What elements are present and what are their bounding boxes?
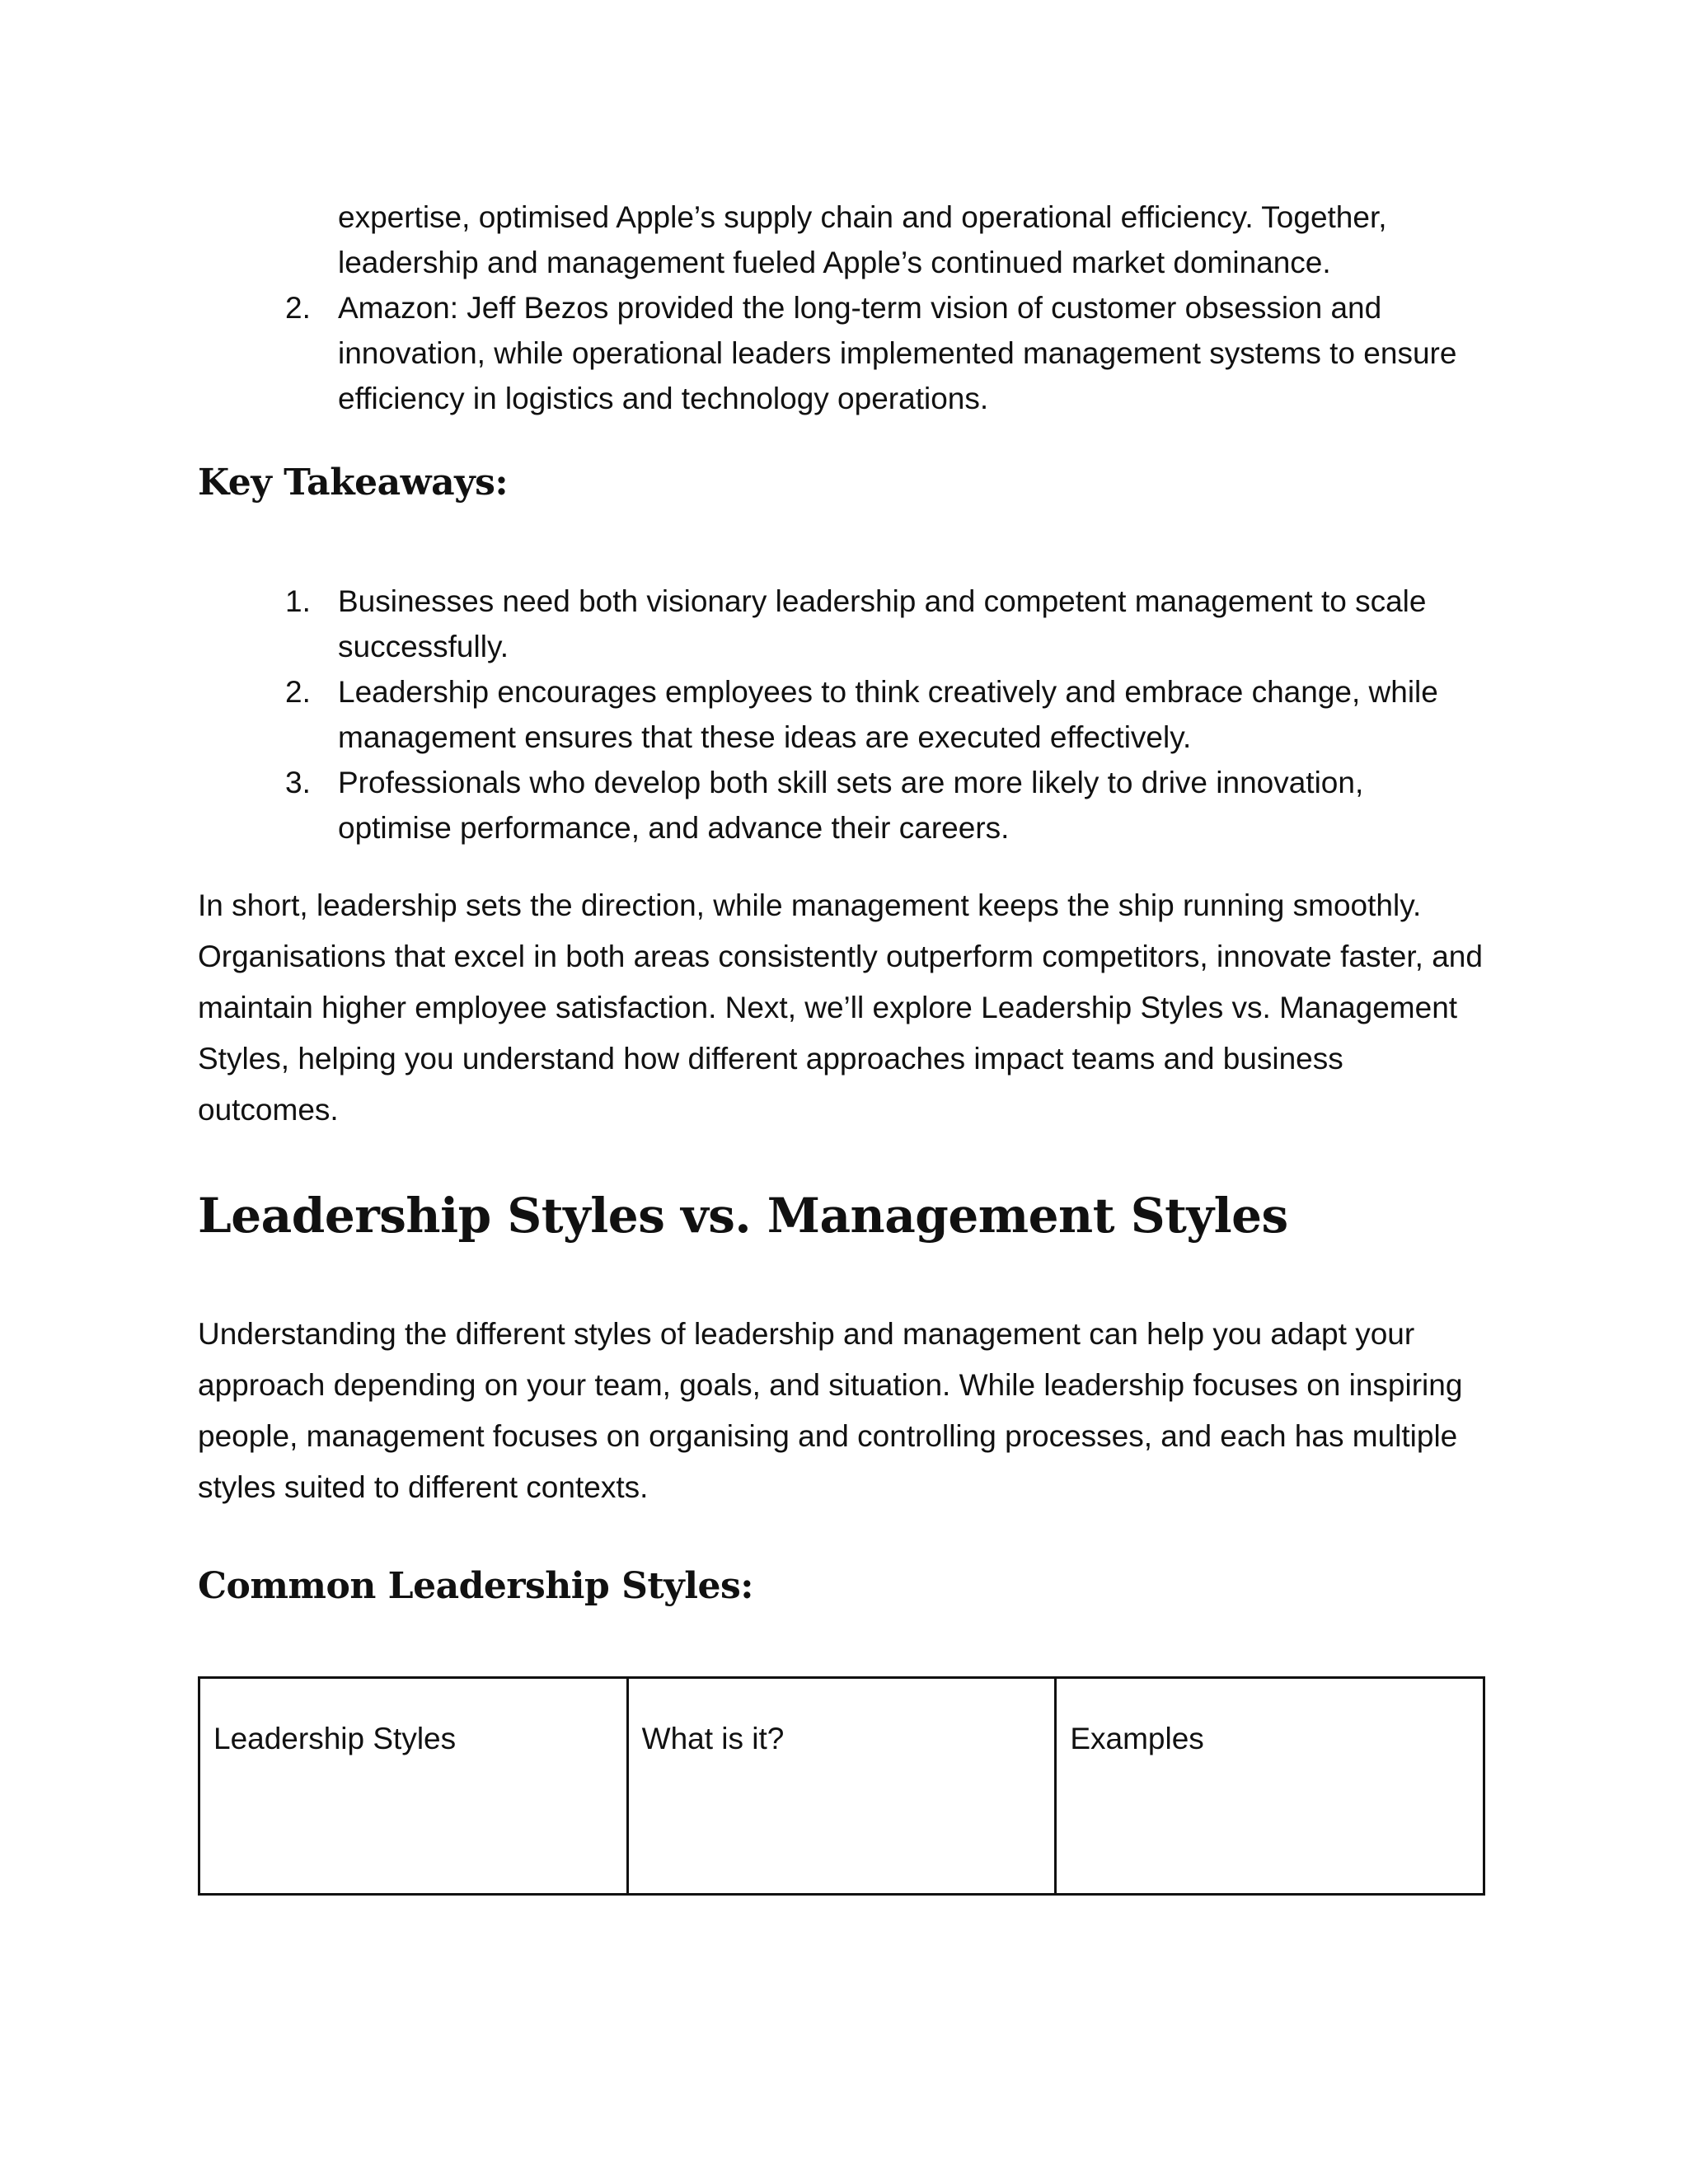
list-item-text: expertise, optimised Apple’s supply chain and operational efficiency. Together, leadership and management fueled Apple’s continued market dominance. — [338, 200, 1387, 279]
key-takeaways-list — [198, 579, 1484, 851]
summary-section — [198, 880, 1484, 1136]
summary-paragraph: In short, leadership sets the direction, while management keeps the ship running smoothly. Organisations that excel in both areas consistently outperform competitors, innovate faster, and maintain higher employee satisfaction. Next, we’ll explore Leadership Styles vs. Management Styles, helping you understand how different approaches impact teams and business outcomes. — [198, 888, 1483, 1127]
leadership-styles-table — [198, 1676, 1485, 1896]
list-item-number: 3. — [285, 766, 311, 799]
list-item-number: 2. — [285, 291, 311, 325]
list-item-number: 2. — [285, 675, 311, 709]
list-item-text: Leadership encourages employees to think creatively and embrace change, while management ensures that these ideas are executed effectively. — [338, 675, 1438, 754]
table-header-cell: Examples — [1056, 1678, 1484, 1895]
list-item-text: Professionals who develop both skill sets are more likely to drive innovation, optimise performance, and advance their careers. — [338, 766, 1364, 845]
list-item-number: 1. — [285, 584, 311, 618]
key-takeaways-heading: Key Takeaways: — [198, 462, 509, 504]
section-paragraph: Understanding the different styles of leadership and management can help you adapt your approach depending on your team, goals, and situation. While leadership focuses on inspiring people, management focuses on organising and controlling processes, and each has multiple styles suited to different contexts. — [198, 1317, 1463, 1504]
common-styles-heading-wrap — [198, 1562, 1484, 1611]
styles-section-body — [198, 1309, 1484, 1513]
list-item-text: Businesses need both visionary leadership and competent management to scale successfully. — [338, 584, 1427, 663]
list-item-text: Amazon: Jeff Bezos provided the long-term vision of customer obsession and innovation, while operational leaders implemented management systems to ensure efficiency in logistics and technology operations. — [338, 291, 1457, 415]
intro-list — [198, 194, 1484, 421]
table-header-cell: What is it? — [627, 1678, 1056, 1895]
list-item — [198, 760, 1484, 851]
list-item — [198, 669, 1484, 760]
section-heading: Leadership Styles vs. Management Styles — [198, 1188, 1288, 1244]
table-header-row — [199, 1678, 1484, 1895]
list-item — [198, 579, 1484, 669]
table-header-cell: Leadership Styles — [199, 1678, 628, 1895]
common-leadership-styles-heading: Common Leadership Styles: — [198, 1565, 753, 1607]
list-item-continuation — [198, 194, 1484, 285]
key-takeaways-section — [198, 458, 1484, 508]
list-item — [198, 285, 1484, 421]
styles-section-heading-wrap — [198, 1184, 1484, 1247]
